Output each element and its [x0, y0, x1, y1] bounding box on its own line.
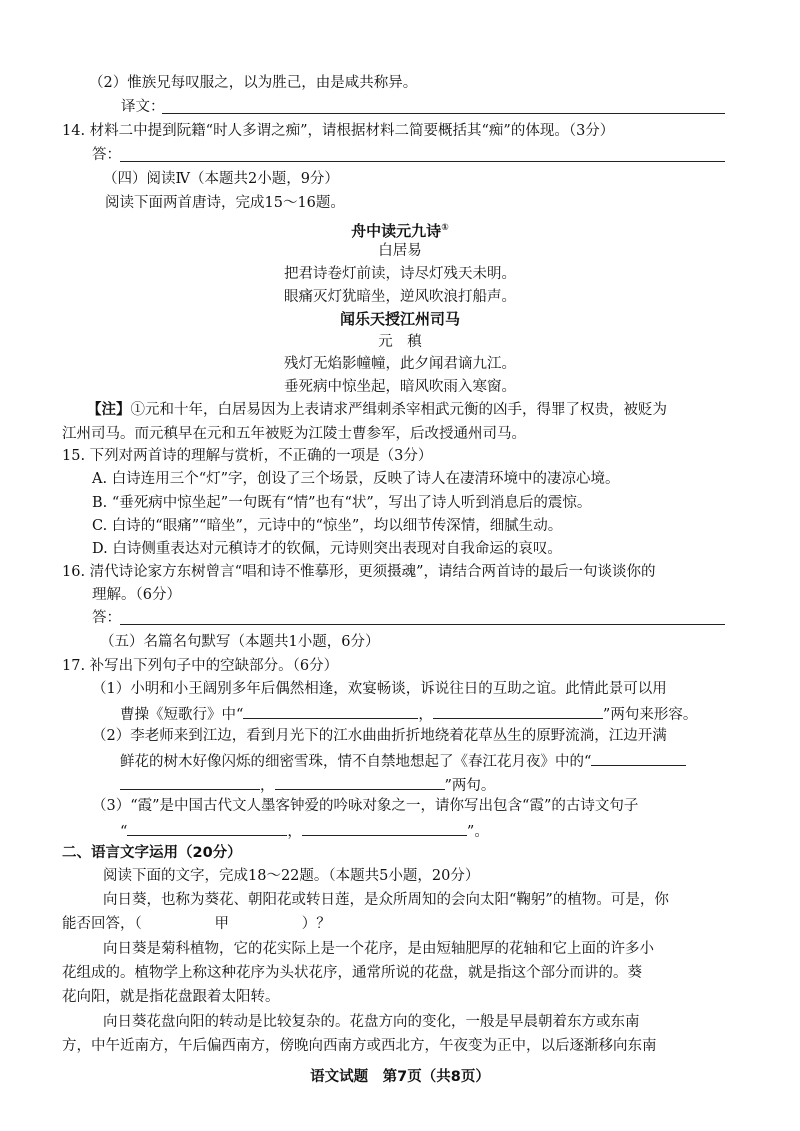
q15-option-c[interactable]: C. 白诗的“眼痛”“暗坐”，元诗中的“惊坐”，均以细节传深情，细腻生动。: [92, 518, 563, 534]
part2-p2-line1: 向日葵是菊科植物，它的花实际上是一个花序，是由短轴肥厚的花轴和它上面的许多小: [103, 941, 654, 957]
q13-translation-answer-line[interactable]: [162, 113, 725, 114]
q17-p1-line1: （1）小明和小王阔别多年后偶然相逢，欢宴畅谈，诉说往日的互助之谊。此情此景可以用: [92, 681, 667, 697]
part2-p3-line2: 方，中午近南方，午后偏西南方，傍晚向西南方或西北方，午夜变为正中，以后逐渐移向东南: [62, 1038, 657, 1054]
page-footer: 语文试题 第7页（共8页）: [310, 1069, 490, 1085]
q17-blank-3[interactable]: [591, 749, 686, 766]
part2-p1-line2: 能否回答，（ 甲 ）？: [62, 916, 331, 932]
section4-header: （四）阅读Ⅳ（本题共2小题，9分）: [103, 171, 339, 187]
poem2-author: 元 稹: [378, 334, 422, 350]
part2-header: 二、语言文字运用（20分）: [62, 845, 242, 861]
part2-p2-line3: 花向阳，就是指花盘跟着太阳转。: [62, 989, 280, 1005]
q16-answer-line[interactable]: [120, 624, 725, 625]
q14-answer-line[interactable]: [120, 161, 725, 162]
part2-intro: 阅读下面的文字，完成18～22题。（本题共5小题，20分）: [103, 868, 480, 884]
poem1-title: 舟中读元九诗①: [351, 222, 449, 240]
poem1-line: 把君诗卷灯前读，诗尽灯残天未明。: [284, 266, 516, 282]
q17-p2-line1: （2）李老师来到江边，看到月光下的江水曲曲折折地绕着花草丛生的原野流淌，江边开满: [92, 728, 667, 744]
q15-option-a[interactable]: A. 白诗连用三个“灯”字，创设了三个场景，反映了诗人在凄清环境中的凄凉心境。: [92, 471, 620, 487]
annotation-line1: 【注】①元和十年，白居易因为上表请求严缉刺杀宰相武元衡的凶手，得罪了权贵，被贬为: [87, 401, 667, 418]
blank-jia[interactable]: 甲: [214, 916, 229, 932]
poem1-line: 眼痛灭灯犹暗坐，逆风吹浪打船声。: [284, 289, 516, 305]
section5-header: （五）名篇名句默写（本题共1小题，6分）: [100, 634, 380, 650]
q17-p2-line2: 鲜花的树木好像闪烁的细密雪珠，情不自禁地想起了《春江花月夜》中的“: [120, 749, 686, 772]
q16-answer-label: 答：: [92, 610, 121, 626]
poem2-title: 闻乐天授江州司马: [339, 310, 460, 328]
q15-option-b[interactable]: B. “垂死病中惊坐起”一句既有“情”也有“状”，写出了诗人听到消息后的震惊。: [92, 495, 592, 511]
annotation-label: 【注】: [87, 401, 131, 418]
q17-p3-line1: （3）“霞”是中国古代文人墨客钟爱的吟咏对象之一，请你写出包含“霞”的古诗文句子: [92, 798, 639, 814]
q17-blank-1[interactable]: [243, 702, 418, 719]
q15-option-d[interactable]: D. 白诗侧重表达对元稹诗才的钦佩，元诗则突出表现对自我命运的哀叹。: [92, 541, 562, 557]
section4-intro: 阅读下面两首唐诗，完成15～16题。: [105, 195, 345, 211]
q17-blank-4[interactable]: [275, 773, 445, 790]
q17-blank-2[interactable]: [433, 702, 603, 719]
q17-blank-6[interactable]: [302, 819, 467, 836]
q17-question: 17. 补写出下列句子中的空缺部分。（6分）: [62, 658, 339, 674]
q14-question: 14. 材料二中提到阮籍“时人多谓之痴”，请根据材料二简要概括其“痴”的体现。（3分）: [62, 123, 615, 139]
q17-blank-3-cont[interactable]: [120, 773, 260, 790]
q15-question: 15. 下列对两首诗的理解与赏析，不正确的一项是（3分）: [62, 448, 433, 464]
part2-p1-line1: 向日葵，也称为葵花、朝阳花或转日莲，是众所周知的会向太阳“鞠躬”的植物。可是，你: [103, 892, 669, 908]
q16-question-line1: 16. 清代诗论家方东树曾言“唱和诗不惟摹形，更须摄魂”，请结合两首诗的最后一句谈谈你的: [62, 564, 656, 580]
annotation-line2: 江州司马。而元稹早在元和五年被贬为江陵士曹参军，后改授通州司马。: [62, 426, 526, 442]
footnote-mark: ①: [441, 223, 449, 233]
part2-p3-line1: 向日葵花盘向阳的转动是比较复杂的。花盘方向的变化，一般是早晨朝着东方或东南: [103, 1014, 640, 1030]
q17-p3-line2: “ ， ”。: [120, 819, 489, 842]
poem2-line: 残灯无焰影幢幢，此夕闻君谪九江。: [284, 356, 516, 372]
q17-p1-line2: 曹操《短歌行》中“ ， ”两句来形容。: [120, 702, 697, 725]
q13-sentence: （2）惟族兄每叹服之，以为胜己，由是咸共称异。: [89, 75, 418, 91]
q17-blank-5[interactable]: [127, 819, 287, 836]
q17-p2-line3: ， ”两句。: [120, 773, 495, 796]
q13-translation-label: 译文：: [121, 99, 165, 115]
q16-question-line2: 理解。（6分）: [92, 587, 181, 603]
part2-p2-line2: 花组成的。植物学上称这种花序为头状花序，通常所说的花盘，就是指这个部分而讲的。葵: [62, 965, 642, 981]
q14-answer-label: 答：: [92, 147, 121, 163]
poem1-author: 白居易: [378, 243, 422, 259]
poem2-line: 垂死病中惊坐起，暗风吹雨入寒窗。: [284, 379, 516, 395]
